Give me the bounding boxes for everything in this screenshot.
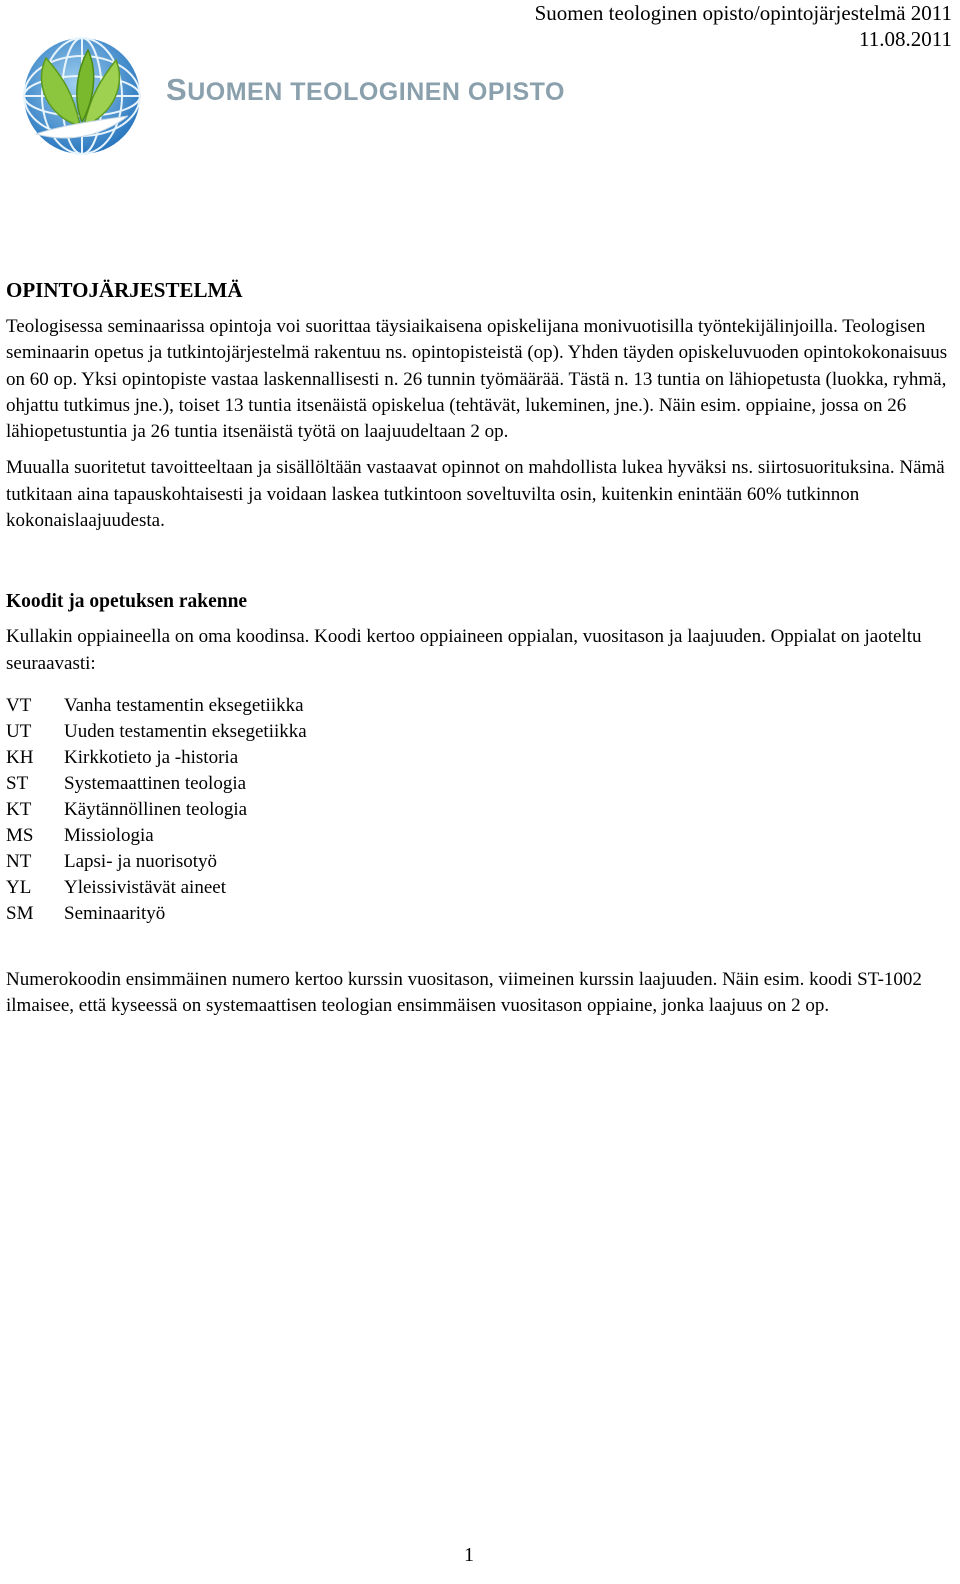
paragraph-credits: Teologisessa seminaarissa opintoja voi suorittaa täysiaikaisena opiskelijana monivuotisilla työntekijälinjoilla. Teologisen seminaarin opetus ja tutkintojärjestelmä rakentuu ns. opintopisteistä (op). Yhden täyden opiskeluvuoden opintokokonaisuus on 60 op. Yksi opintopiste vastaa laskennallisesti n. 26 tunnin työmäärää. Tästä n. 13 tuntia on lähiopetusta (luokka, ryhmä, ohjattu tutkimus jne.), toiset 13 tuntia itsenäistä opiskelua (tehtävät, lukeminen, jne.). Näin esim. oppiaine, jossa on 26 lähiopetustuntia ja 26 tuntia itsenäistä työtä on laajuudeltaan 2 op. (6, 316, 948, 443)
code-description: Kirkkotieto ja -historia (64, 746, 239, 768)
code-abbreviation: UT (6, 720, 32, 742)
code-abbreviation: ST (6, 772, 29, 794)
code-row (6, 693, 951, 719)
header-date: 11.08.2011 (859, 27, 952, 51)
paragraph-transfers: Muualla suoritetut tavoitteeltaan ja sisällöltään vastaavat opinnot on mahdollista lukea hyväksi ns. siirtosuorituksina. Nämä tutkitaan aina tapauskohtaisesti ja voidaan laskea tutkintoon soveltuvilta osin, kuitenkin enintään 60% tutkinnon kokonaislaajuudesta. (6, 457, 945, 532)
organization-logo (16, 30, 146, 160)
code-row (6, 901, 951, 927)
code-abbreviation: NT (6, 850, 32, 872)
code-abbreviation: YL (6, 876, 32, 898)
code-row (6, 849, 951, 875)
code-description: Uuden testamentin eksegetiikka (64, 720, 307, 742)
code-abbreviation: VT (6, 694, 32, 716)
code-row (6, 823, 951, 849)
code-description: Käytännöllinen teologia (64, 798, 248, 820)
code-row (6, 771, 951, 797)
code-abbreviation: SM (6, 902, 34, 924)
paragraph-codes-intro: Kullakin oppiaineella on oma koodinsa. Koodi kertoo oppiaineen oppialan, vuositason ja laajuuden. Oppialat on jaoteltu seuraavasti: (6, 626, 922, 674)
header-doc-title: Suomen teologinen opisto/opintojärjestelmä 2011 (534, 1, 952, 25)
code-description: Vanha testamentin eksegetiikka (64, 694, 304, 716)
page-number: 1 (464, 1544, 474, 1566)
code-abbreviation: KH (6, 746, 34, 768)
code-description: Systemaattinen teologia (64, 772, 247, 794)
code-description: Yleissivistävät aineet (64, 876, 226, 898)
code-row (6, 719, 951, 745)
code-row (6, 875, 951, 901)
code-description: Missiologia (64, 824, 154, 846)
running-header (535, 0, 952, 52)
org-name-rest: UOMEN TEOLOGINEN OPISTO (187, 78, 565, 106)
code-description: Lapsi- ja nuorisotyö (64, 850, 218, 872)
paragraph-code-example: Numerokoodin ensimmäinen numero kertoo kurssin vuositason, viimeinen kurssin laajuuden. Näin esim. koodi ST-1002 ilmaisee, että kyseessä on systemaattisen teologian ensimmäisen vuositason oppiaine, jonka laajuus on 2 op. (6, 968, 922, 1017)
globe-leaf-logo-icon (16, 30, 146, 160)
codes-section-title: Koodit ja opetuksen rakenne (6, 591, 248, 613)
code-row (6, 745, 951, 771)
code-list (6, 693, 951, 927)
organization-name (166, 72, 565, 108)
org-name-initial: S (166, 72, 188, 107)
code-description: Seminaarityö (64, 902, 166, 924)
main-content (6, 272, 951, 1020)
code-abbreviation: KT (6, 798, 32, 820)
code-abbreviation: MS (6, 824, 34, 846)
code-row (6, 797, 951, 823)
section-title: OPINTOJÄRJESTELMÄ (6, 278, 243, 302)
